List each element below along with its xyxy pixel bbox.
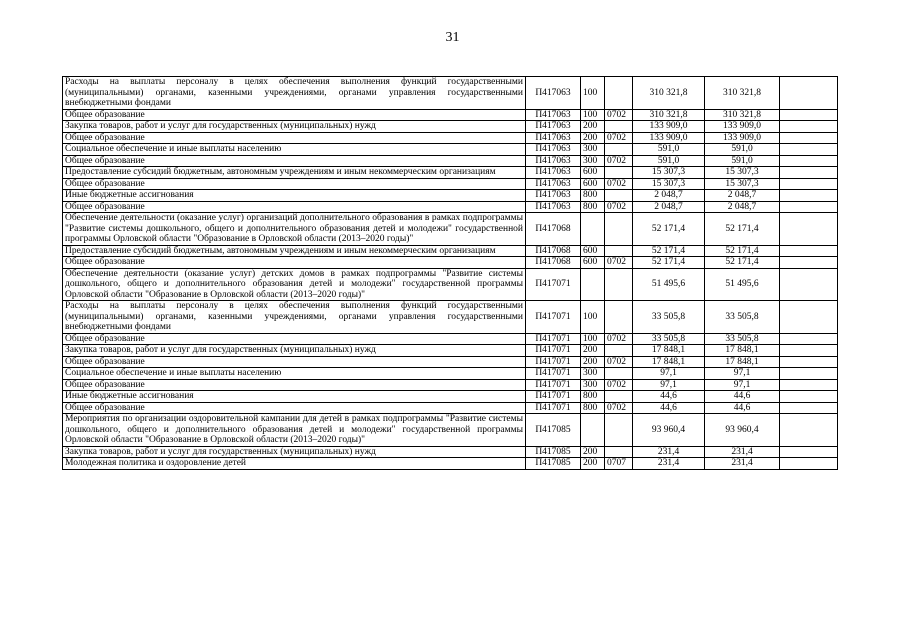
table-row (63, 333, 838, 345)
row-value2-cell: 44,6 (705, 391, 780, 403)
row-value1-cell: 591,0 (633, 155, 705, 167)
row-section-cell (605, 345, 633, 357)
table-row (63, 144, 838, 156)
row-section-cell: 0702 (605, 201, 633, 213)
row-section-cell (605, 245, 633, 257)
row-section-cell: 0702 (605, 379, 633, 391)
row-value1-cell: 591,0 (633, 144, 705, 156)
row-value1-cell: 52 171,4 (633, 213, 705, 246)
row-empty-cell (780, 245, 838, 257)
row-section-cell (605, 414, 633, 447)
table-row (63, 109, 838, 121)
row-empty-cell (780, 167, 838, 179)
row-code-cell: П417063 (526, 109, 581, 121)
table-row (63, 391, 838, 403)
row-name-cell: Расходы на выплаты персоналу в целях обеспечения выполнения функций государственными (муниципальными) органами, казенными учреждениями, органами управления государственными внебюджетными фондами (63, 77, 526, 110)
row-value2-cell: 93 960,4 (705, 414, 780, 447)
row-value1-cell: 15 307,3 (633, 178, 705, 190)
row-code-cell: П417071 (526, 333, 581, 345)
table-row (63, 213, 838, 246)
row-code-cell: П417063 (526, 77, 581, 110)
table-row (63, 178, 838, 190)
table-row (63, 155, 838, 167)
table-row (63, 379, 838, 391)
row-name-cell: Мероприятия по организации оздоровительной кампании для детей в рамках подпрограммы "Развитие системы дошкольного, общего и дополнительного образования детей и молодежи" государственной программы Орловской области "Образование в Орловской области (2013–2020 годы)" (63, 414, 526, 447)
row-value2-cell: 133 909,0 (705, 132, 780, 144)
row-code-cell: П417071 (526, 391, 581, 403)
row-section-cell: 0702 (605, 155, 633, 167)
row-expense-type-cell (581, 213, 605, 246)
row-section-cell (605, 301, 633, 334)
row-expense-type-cell: 200 (581, 458, 605, 470)
row-value1-cell: 44,6 (633, 391, 705, 403)
row-empty-cell (780, 379, 838, 391)
row-expense-type-cell: 800 (581, 190, 605, 202)
row-name-cell: Общее образование (63, 356, 526, 368)
row-expense-type-cell: 100 (581, 77, 605, 110)
budget-table (62, 76, 838, 470)
row-empty-cell (780, 155, 838, 167)
row-name-cell: Закупка товаров, работ и услуг для государственных (муниципальных) нужд (63, 121, 526, 133)
row-name-cell: Иные бюджетные ассигнования (63, 391, 526, 403)
row-empty-cell (780, 301, 838, 334)
row-empty-cell (780, 132, 838, 144)
row-value2-cell: 2 048,7 (705, 201, 780, 213)
row-empty-cell (780, 190, 838, 202)
row-name-cell: Общее образование (63, 333, 526, 345)
table-row (63, 345, 838, 357)
row-section-cell (605, 446, 633, 458)
row-code-cell: П417063 (526, 144, 581, 156)
row-empty-cell (780, 333, 838, 345)
table-row (63, 121, 838, 133)
row-empty-cell (780, 414, 838, 447)
table-row (63, 301, 838, 334)
row-name-cell: Закупка товаров, работ и услуг для государственных (муниципальных) нужд (63, 446, 526, 458)
row-name-cell: Социальное обеспечение и иные выплаты населению (63, 368, 526, 380)
row-value2-cell: 33 505,8 (705, 333, 780, 345)
row-code-cell: П417063 (526, 201, 581, 213)
row-name-cell: Общее образование (63, 379, 526, 391)
row-expense-type-cell: 600 (581, 245, 605, 257)
row-code-cell: П417068 (526, 213, 581, 246)
row-value1-cell: 310 321,8 (633, 77, 705, 110)
row-value1-cell: 2 048,7 (633, 201, 705, 213)
row-section-cell (605, 268, 633, 301)
row-empty-cell (780, 458, 838, 470)
row-expense-type-cell: 300 (581, 144, 605, 156)
row-code-cell: П417071 (526, 345, 581, 357)
table-row (63, 190, 838, 202)
row-name-cell: Закупка товаров, работ и услуг для государственных (муниципальных) нужд (63, 345, 526, 357)
row-expense-type-cell: 600 (581, 257, 605, 269)
row-value2-cell: 52 171,4 (705, 245, 780, 257)
row-name-cell: Расходы на выплаты персоналу в целях обеспечения выполнения функций государственными (муниципальными) органами, казенными учреждениями, органами управления государственными внебюджетными фондами (63, 301, 526, 334)
row-value1-cell: 97,1 (633, 368, 705, 380)
row-expense-type-cell: 100 (581, 109, 605, 121)
row-value1-cell: 52 171,4 (633, 257, 705, 269)
row-code-cell: П417085 (526, 414, 581, 447)
table-row (63, 414, 838, 447)
row-name-cell: Предоставление субсидий бюджетным, автономным учреждениям и иным некоммерческим организациям (63, 245, 526, 257)
row-value2-cell: 310 321,8 (705, 109, 780, 121)
row-expense-type-cell: 200 (581, 121, 605, 133)
row-code-cell: П417085 (526, 446, 581, 458)
row-name-cell: Общее образование (63, 178, 526, 190)
row-value1-cell: 33 505,8 (633, 301, 705, 334)
row-value2-cell: 97,1 (705, 368, 780, 380)
row-expense-type-cell: 200 (581, 356, 605, 368)
row-empty-cell (780, 109, 838, 121)
row-value1-cell: 2 048,7 (633, 190, 705, 202)
table-row (63, 77, 838, 110)
row-expense-type-cell (581, 414, 605, 447)
row-value2-cell: 52 171,4 (705, 257, 780, 269)
row-section-cell: 0702 (605, 178, 633, 190)
row-value1-cell: 17 848,1 (633, 356, 705, 368)
row-section-cell: 0707 (605, 458, 633, 470)
row-empty-cell (780, 402, 838, 414)
row-name-cell: Общее образование (63, 257, 526, 269)
row-value1-cell: 93 960,4 (633, 414, 705, 447)
row-section-cell (605, 121, 633, 133)
row-expense-type-cell: 200 (581, 345, 605, 357)
row-value2-cell: 591,0 (705, 144, 780, 156)
row-expense-type-cell: 800 (581, 402, 605, 414)
row-value2-cell: 44,6 (705, 402, 780, 414)
row-empty-cell (780, 268, 838, 301)
page-number: 31 (445, 30, 460, 45)
row-code-cell: П417063 (526, 121, 581, 133)
row-code-cell: П417071 (526, 402, 581, 414)
row-value1-cell: 231,4 (633, 458, 705, 470)
row-name-cell: Предоставление субсидий бюджетным, автономным учреждениям и иным некоммерческим организациям (63, 167, 526, 179)
table-row (63, 201, 838, 213)
row-value2-cell: 97,1 (705, 379, 780, 391)
row-empty-cell (780, 446, 838, 458)
row-section-cell: 0702 (605, 402, 633, 414)
table-row (63, 368, 838, 380)
row-expense-type-cell: 300 (581, 368, 605, 380)
row-value2-cell: 51 495,6 (705, 268, 780, 301)
row-empty-cell (780, 121, 838, 133)
row-code-cell: П417071 (526, 268, 581, 301)
row-name-cell: Общее образование (63, 109, 526, 121)
row-name-cell: Обеспечение деятельности (оказание услуг) организаций дополнительного образования в рамках подпрограммы "Развитие системы дошкольного, общего и дополнительного образования детей и молодежи" государственной программы Орловской области "Образование в Орловской области (2013–2020 годы)" (63, 213, 526, 246)
row-expense-type-cell: 300 (581, 379, 605, 391)
table-row (63, 132, 838, 144)
row-section-cell (605, 368, 633, 380)
row-value1-cell: 97,1 (633, 379, 705, 391)
table-row (63, 402, 838, 414)
row-code-cell: П417071 (526, 368, 581, 380)
row-empty-cell (780, 178, 838, 190)
row-empty-cell (780, 144, 838, 156)
row-code-cell: П417063 (526, 155, 581, 167)
row-value2-cell: 17 848,1 (705, 345, 780, 357)
row-code-cell: П417071 (526, 379, 581, 391)
row-value2-cell: 310 321,8 (705, 77, 780, 110)
row-code-cell: П417063 (526, 178, 581, 190)
table-row (63, 356, 838, 368)
row-value2-cell: 15 307,3 (705, 178, 780, 190)
budget-table-body (63, 77, 838, 470)
row-expense-type-cell: 100 (581, 333, 605, 345)
row-empty-cell (780, 201, 838, 213)
row-value1-cell: 44,6 (633, 402, 705, 414)
row-section-cell: 0702 (605, 356, 633, 368)
row-empty-cell (780, 345, 838, 357)
table-row (63, 257, 838, 269)
row-value2-cell: 33 505,8 (705, 301, 780, 334)
row-expense-type-cell: 800 (581, 201, 605, 213)
row-empty-cell (780, 77, 838, 110)
row-section-cell: 0702 (605, 109, 633, 121)
row-name-cell: Обеспечение деятельности (оказание услуг) детских домов в рамках подпрограммы "Развитие системы дошкольного, общего и дополнительного образования детей и молодежи" государственной программы Орловской области "Образование в Орловской области (2013–2020 годы)" (63, 268, 526, 301)
row-expense-type-cell (581, 268, 605, 301)
row-name-cell: Иные бюджетные ассигнования (63, 190, 526, 202)
row-expense-type-cell: 300 (581, 155, 605, 167)
table-row (63, 458, 838, 470)
row-value1-cell: 33 505,8 (633, 333, 705, 345)
row-code-cell: П417071 (526, 356, 581, 368)
row-value2-cell: 591,0 (705, 155, 780, 167)
row-name-cell: Социальное обеспечение и иные выплаты населению (63, 144, 526, 156)
row-value1-cell: 231,4 (633, 446, 705, 458)
row-value2-cell: 231,4 (705, 458, 780, 470)
row-name-cell: Молодежная политика и оздоровление детей (63, 458, 526, 470)
row-value2-cell: 231,4 (705, 446, 780, 458)
row-code-cell: П417063 (526, 190, 581, 202)
row-section-cell (605, 77, 633, 110)
row-code-cell: П417085 (526, 458, 581, 470)
row-empty-cell (780, 391, 838, 403)
row-name-cell: Общее образование (63, 155, 526, 167)
row-code-cell: П417071 (526, 301, 581, 334)
row-section-cell: 0702 (605, 132, 633, 144)
table-row (63, 446, 838, 458)
row-section-cell (605, 391, 633, 403)
row-section-cell: 0702 (605, 333, 633, 345)
row-name-cell: Общее образование (63, 402, 526, 414)
row-code-cell: П417068 (526, 245, 581, 257)
row-value1-cell: 51 495,6 (633, 268, 705, 301)
row-empty-cell (780, 368, 838, 380)
row-value1-cell: 133 909,0 (633, 132, 705, 144)
row-expense-type-cell: 200 (581, 446, 605, 458)
row-value1-cell: 15 307,3 (633, 167, 705, 179)
row-empty-cell (780, 213, 838, 246)
table-row (63, 268, 838, 301)
row-value1-cell: 133 909,0 (633, 121, 705, 133)
row-name-cell: Общее образование (63, 201, 526, 213)
row-empty-cell (780, 356, 838, 368)
row-section-cell (605, 213, 633, 246)
row-value2-cell: 133 909,0 (705, 121, 780, 133)
row-code-cell: П417068 (526, 257, 581, 269)
row-value2-cell: 2 048,7 (705, 190, 780, 202)
row-section-cell: 0702 (605, 257, 633, 269)
table-row (63, 245, 838, 257)
row-section-cell (605, 144, 633, 156)
row-section-cell (605, 190, 633, 202)
row-section-cell (605, 167, 633, 179)
row-value1-cell: 17 848,1 (633, 345, 705, 357)
row-expense-type-cell: 200 (581, 132, 605, 144)
row-empty-cell (780, 257, 838, 269)
row-value1-cell: 310 321,8 (633, 109, 705, 121)
row-value2-cell: 17 848,1 (705, 356, 780, 368)
row-expense-type-cell: 100 (581, 301, 605, 334)
row-code-cell: П417063 (526, 132, 581, 144)
row-value2-cell: 52 171,4 (705, 213, 780, 246)
row-expense-type-cell: 800 (581, 391, 605, 403)
row-code-cell: П417063 (526, 167, 581, 179)
row-expense-type-cell: 600 (581, 167, 605, 179)
row-name-cell: Общее образование (63, 132, 526, 144)
table-row (63, 167, 838, 179)
row-expense-type-cell: 600 (581, 178, 605, 190)
row-value1-cell: 52 171,4 (633, 245, 705, 257)
row-value2-cell: 15 307,3 (705, 167, 780, 179)
